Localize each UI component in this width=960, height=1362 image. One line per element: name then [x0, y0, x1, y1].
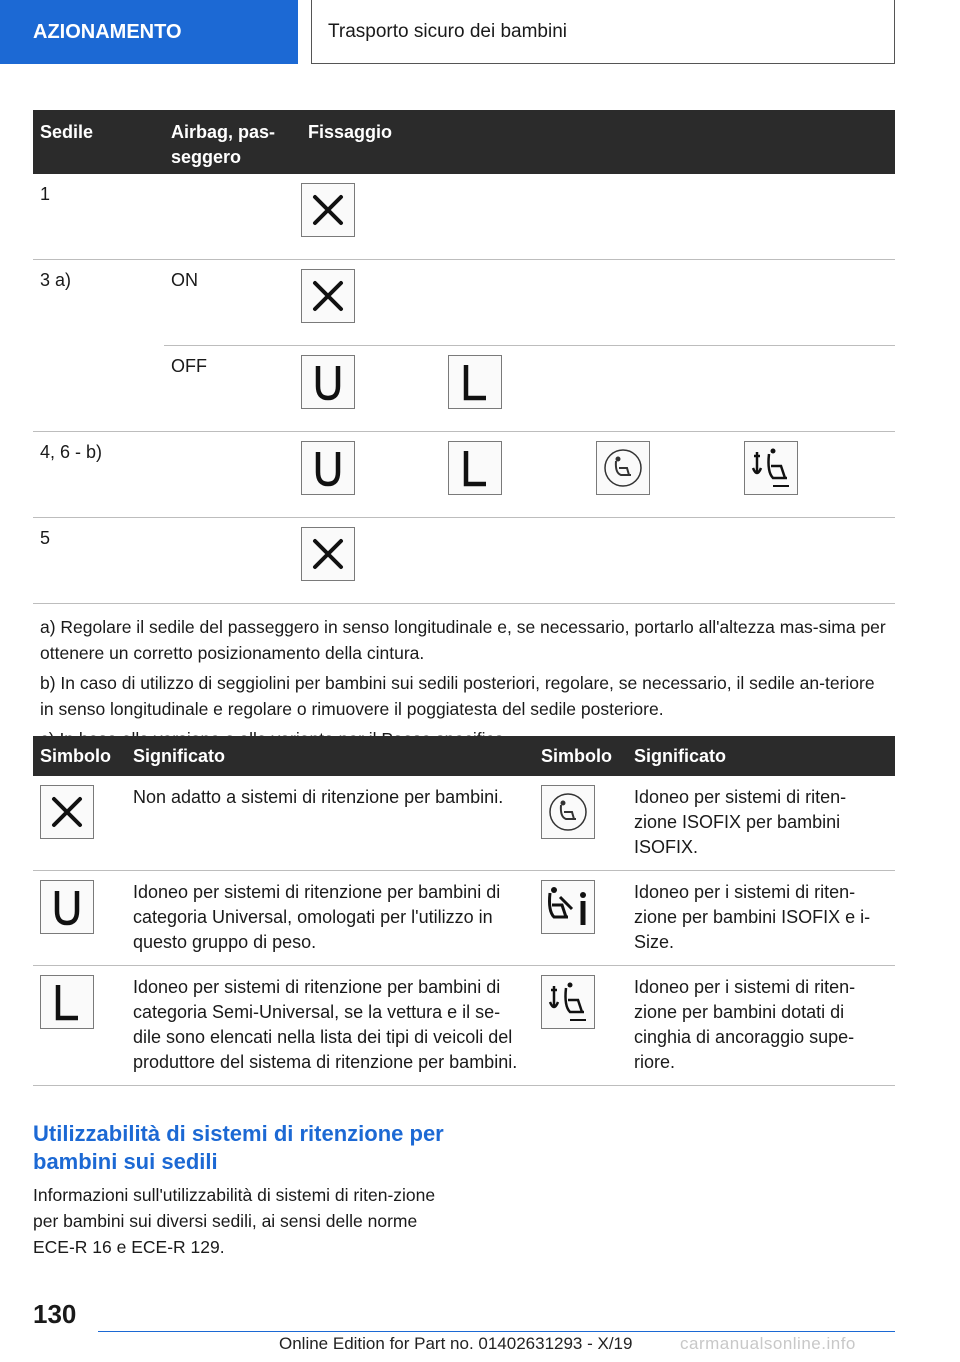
footer-edition: Online Edition for Part no. 01402631293 - X/19 [279, 1334, 633, 1353]
meaning-cell: Non adatto a sistemi di ritenzione per bambini. [126, 776, 534, 871]
semi-universal-icon [448, 441, 502, 495]
table-row [33, 966, 895, 1086]
note-c: c) In base alla versione o alla variante per il Paese specifico. [40, 729, 509, 749]
semi-universal-icon [40, 975, 94, 1029]
table-row [33, 260, 895, 346]
section-body: Informazioni sull'utilizzabilità di sistemi di riten-zione per bambini sui diversi sedili, ai sensi delle norme ECE-R 16 e ECE-R 129. [33, 1185, 436, 1257]
airbag-cell: OFF [164, 346, 301, 432]
col-header-symbol: Simbolo [541, 745, 612, 766]
top-tether-icon [541, 975, 595, 1029]
section-heading: Utilizzabilità di sistemi di ritenzione per bambini sui sedili [33, 1121, 444, 1174]
not-suitable-icon [301, 527, 355, 581]
top-tether-icon [744, 441, 798, 495]
note-a: a) Regolare il sedile del passeggero in senso longitudinale e, se necessario, portarlo all'altezza mas-sima per ottenere un corretto posizionamento della cintura. [40, 617, 886, 663]
not-suitable-icon [301, 183, 355, 237]
seat-cell: 5 [33, 518, 164, 604]
seat-cell: 1 [33, 174, 164, 260]
col-header-airbag: Airbag, pas- seggero [171, 122, 276, 167]
i-size-icon [541, 880, 595, 934]
airbag-cell [164, 174, 301, 260]
table-row [33, 776, 895, 871]
legend-table [33, 736, 895, 1086]
isofix-icon [596, 441, 650, 495]
airbag-cell: ON [164, 260, 301, 346]
section-tab [0, 0, 298, 64]
page-number: 130 [33, 1299, 77, 1329]
table-row [33, 174, 895, 260]
page-header-title: Trasporto sicuro dei bambini [328, 20, 568, 42]
page-header [311, 0, 895, 64]
legend-table-header [33, 736, 895, 776]
meaning-cell: Idoneo per sistemi di ritenzione per bambini di categoria Universal, omologati per l'utilizzo in questo gruppo di peso. [126, 871, 534, 966]
footer-divider [98, 1331, 895, 1332]
meaning-cell: Idoneo per sistemi di ritenzione per bambini di categoria Semi-Universal, se la vettura e il se-dile sono elencati nella lista dei tipi di veicoli del produttore del sistema di ritenzione per bambini. [126, 966, 534, 1086]
seat-table [33, 110, 895, 761]
seat-cell: 4, 6 - b) [33, 432, 164, 518]
not-suitable-icon [301, 269, 355, 323]
seat-cell: 3 a) [33, 260, 164, 432]
col-header-symbol: Simbolo [40, 745, 111, 766]
universal-icon [301, 441, 355, 495]
airbag-cell [164, 432, 301, 518]
not-suitable-icon [40, 785, 94, 839]
table-row [33, 518, 895, 604]
note-b: b) In caso di utilizzo di seggiolini per bambini sui sedili posteriori, regolare, se necessario, il sedile an-teriore in senso longitudinale e regolare o rimuovere il poggiatesta del sedile posteriore. [40, 673, 875, 719]
meaning-cell: Idoneo per i sistemi di riten-zione per bambini ISOFIX e i-Size. [627, 871, 895, 966]
col-header-meaning: Significato [133, 745, 226, 766]
col-header-fixing: Fissaggio [308, 122, 393, 142]
universal-icon [301, 355, 355, 409]
meaning-cell: Idoneo per i sistemi di riten-zione per bambini dotati di cinghia di ancoraggio supe-riore. [627, 966, 895, 1086]
seat-table-header [33, 110, 895, 174]
semi-universal-icon [448, 355, 502, 409]
meaning-cell: Idoneo per sistemi di riten-zione ISOFIX per bambini ISOFIX. [627, 776, 895, 871]
isofix-icon [541, 785, 595, 839]
col-header-seat: Sedile [40, 122, 94, 142]
col-header-meaning: Significato [634, 745, 727, 766]
section-tab-label: AZIONAMENTO [33, 20, 182, 43]
universal-icon [40, 880, 94, 934]
airbag-cell [164, 518, 301, 604]
watermark: carmanualsonline.info [680, 1334, 856, 1353]
table-row [33, 432, 895, 518]
table-row [33, 871, 895, 966]
